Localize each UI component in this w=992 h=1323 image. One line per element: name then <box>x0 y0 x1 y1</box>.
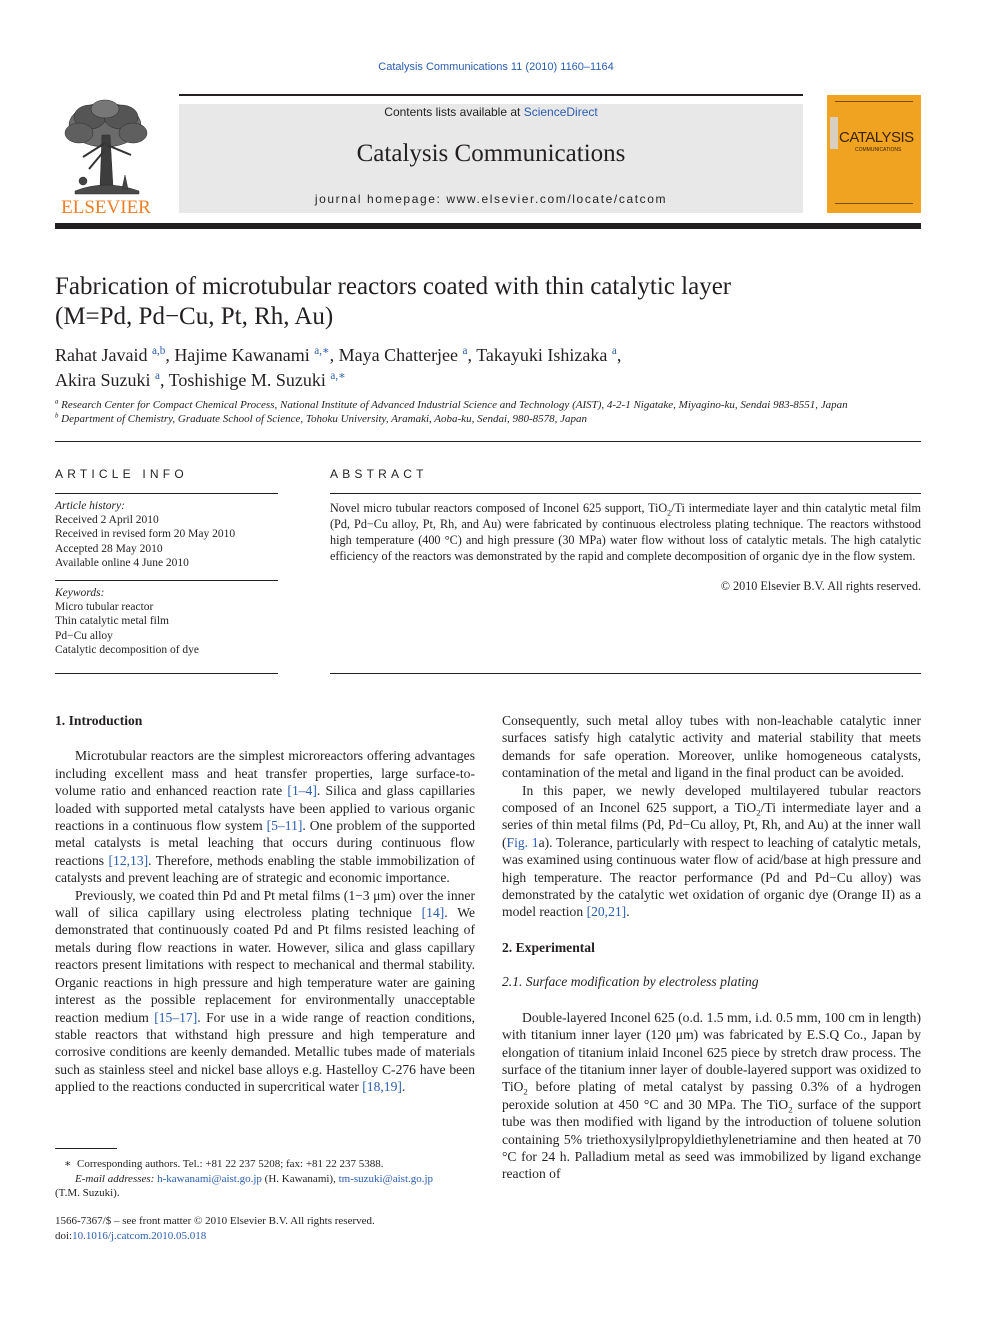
email-owner-line: (T.M. Suzuki). <box>55 1187 120 1199</box>
history-accepted: Accepted 28 May 2010 <box>55 542 163 555</box>
history-online: Available online 4 June 2010 <box>55 556 189 569</box>
text: Microtubular reactors are the simplest microreactors offering advantages including excellent mass and heat transfer properties, large surface-to-volume ratio and enhanced reaction rate <box>55 748 475 799</box>
keywords-rule <box>55 580 278 581</box>
text: . Therefore, methods enabling the stable immobilization of catalysts and prevent leaching are of strategic and economic importance. <box>55 852 475 886</box>
journal-title: Catalysis Communications <box>356 140 626 167</box>
text: . For use in a wide range of reaction conditions, stable reactors that withstand high pressure and high temperature and corrosive conditions are keenly demanded. Metallic tubes made of materials such as stainless steel and nickel base alloys e.g. Hastelloy C-276 have been applied to the reactions conducted in supercritical water <box>55 1009 476 1095</box>
article-info-rule <box>55 493 278 494</box>
copyright: © 2010 Elsevier B.V. All rights reserved. <box>720 579 921 593</box>
affiliation <box>55 399 921 411</box>
publisher-name: ELSEVIER <box>61 197 151 217</box>
abstract-text-part: /Ti intermediate layer and thin catalytic metal film (Pd, Pd−Cu alloy, Pt, Rh, and Au) were fabricated by continuous electroless plating technique. The reactors withstood high temperature (400 °C) and high pressure (30 MPa) water flow without loss of catalytic metals. The high catalytic efficiency of the reactors was demonstrated by the rapid and complete decomposition of organic dye in the flow system. <box>330 501 921 563</box>
email-owner: (H. Kawanami), <box>264 1172 336 1185</box>
subscript: 2 <box>667 508 672 518</box>
subsection-heading: 2.1. Surface modification by electroless plating <box>502 974 759 990</box>
body-right-column <box>502 712 921 1183</box>
doi-label: doi: <box>55 1229 73 1242</box>
text: . We demonstrated that continuously coated Pd and Pt films resisted leaching of metals during flow reactions in water. However, silica and glass capillary reactors present limitations with respect to mechanical and thermal stability. Organic reactions in high pressure and high temperature water are gaining interest as the possible replacement for environmentally unacceptable reaction medium <box>55 905 476 1025</box>
journal-cover <box>827 95 921 213</box>
author-name: Toshishige M. Suzuki <box>168 370 326 390</box>
text: Double-layered Inconel 625 (o.d. 1.5 mm, i.d. 0.5 mm, 100 cm in length) with titanium inner layer (120 μm) was fabricated by E.S.Q Co., Japan by elongation of titanium inlaid Inconel 625 piece by stretch draw process. The surface of the titanium inner layer of double-layered support was oxidized to TiO <box>502 1009 921 1095</box>
subscript: 2 <box>788 1104 793 1115</box>
paragraph: Consequently, such metal alloy tubes with non-leachable catalytic inner surfaces satisfy high catalytic activity and material stability that meets demands for safe operation. Moreover, unlike homogeneous catalysts, contamination of the metal and ligand in the final product can be avoided. <box>502 713 921 781</box>
citation-link[interactable]: [12,13] <box>108 852 149 868</box>
doi-link[interactable]: 10.1016/j.catcom.2010.05.018 <box>72 1229 207 1242</box>
text: Previously, we coated thin Pd and Pt metal films (1−3 μm) over the inner wall of silica capillary using electroless plating technique <box>55 887 475 921</box>
corresponding-author-note <box>55 1157 475 1172</box>
keyword: Thin catalytic metal film <box>55 615 170 628</box>
title-line-2: (M=Pd, Pd−Cu, Pt, Rh, Au) <box>55 303 334 330</box>
body-left-column <box>55 712 475 1096</box>
article-history <box>55 499 278 570</box>
article-info-bottom-rule <box>55 673 278 674</box>
figure-link[interactable]: Fig. 1 <box>506 834 539 850</box>
citation-link[interactable]: [14] <box>421 905 445 921</box>
citation-link[interactable]: [1–4] <box>287 783 317 799</box>
author-affiliation-mark[interactable]: a,∗ <box>330 370 346 382</box>
contents-prefix: Contents lists available at <box>384 105 524 119</box>
history-label: Article history: <box>55 500 125 512</box>
title-line-1: Fabrication of microtubular reactors coated with thin catalytic layer <box>55 273 732 300</box>
author-name: Takayuki Ishizaka <box>476 345 608 365</box>
author-list: Rahat Javaid $^{a,b}$, Hajime Kawanami $^{a,∗}$, Maya Chatterjee $^a$, Takayuki Ishizaka $^a$, Akira Suzuki $^a$, Toshishige M. Suzuki $^{a,∗}$ <box>55 345 622 390</box>
keyword: Catalytic decomposition of dye <box>55 643 200 656</box>
journal-homepage[interactable]: journal homepage: www.elsevier.com/locate/catcom <box>314 192 668 206</box>
cover-bottom-rule <box>835 203 913 204</box>
issn-line: 1566-7367/$ – see front matter © 2010 Elsevier B.V. All rights reserved. <box>55 1215 375 1227</box>
affiliation-text: Department of Chemistry, Graduate School of Science, Tohoku University, Aramaki, Aoba-ku, Sendai, 980-8578, Japan <box>61 413 588 425</box>
affiliation <box>55 413 921 425</box>
text: In this paper, we newly developed multilayered tubular reactors composed of an Inconel 625 support, a TiO <box>502 782 921 816</box>
abstract-text <box>330 500 921 564</box>
author-affiliation-mark[interactable]: a <box>462 345 468 357</box>
paragraph <box>502 782 921 921</box>
subscript: 2 <box>523 1087 528 1098</box>
footnotes <box>55 1157 475 1201</box>
author-affiliation-mark[interactable]: a,∗ <box>314 345 330 357</box>
doi-line <box>55 1229 475 1244</box>
header-rule <box>55 223 921 229</box>
citation-link[interactable]: [18,19] <box>362 1079 402 1095</box>
author-name: Rahat Javaid <box>55 345 148 365</box>
keywords-label: Keywords: <box>55 587 105 599</box>
text: a). Tolerance, particularly with respect to leaching of catalytic metals, was examined using continuous water flow of acid/base at high pressure and high temperature. The reactor performance (Pd and Pd−Cu alloy) was demonstrated by the catalytic wet oxidation of organic dye (Orange II) as a model reaction <box>502 834 921 920</box>
citation-link[interactable]: [15–17] <box>154 1009 198 1025</box>
text: /Ti intermediate layer and a series of thin metal films (Pd, Pd−Cu alloy, Pt, Rh, and Au) at the inner wall ( <box>502 800 921 850</box>
abstract-heading: ABSTRACT <box>330 467 428 481</box>
section-heading-introduction: 1. Introduction <box>55 713 143 728</box>
article-info-heading: ARTICLE INFO <box>55 467 188 481</box>
email-link[interactable]: h-kawanami@aist.go.jp <box>157 1172 262 1185</box>
text: surface of the support tube was then modified with ligand by the introduction of toluene solution containing 5% triethoxysilylpropyldiethylenetriamine and then heated at 70 °C for 24 h. Palladium metal as seed was immobilized by ligand exchange reaction of <box>502 1096 921 1182</box>
elsevier-logo <box>55 95 157 217</box>
cover-subtitle: COMMUNICATIONS <box>855 147 902 153</box>
text: . One problem of the supported metal catalysts is metal leaching that occurs during continuous flow reactions <box>55 818 475 868</box>
keywords <box>55 586 278 657</box>
cover-rule <box>835 101 913 102</box>
cover-image <box>830 117 838 149</box>
text: . <box>626 904 630 920</box>
affiliation-rule <box>55 441 921 442</box>
footnote-text: Corresponding authors. Tel.: +81 22 237 5208; fax: +81 22 237 5388. <box>76 1158 384 1170</box>
affiliation-text: Research Center for Compact Chemical Process, National Institute of Advanced Industrial Science and Technology (AIST), 4-2-1 Nigatake, Miyagino-ku, Sendai 983-8551, Japan <box>61 399 848 411</box>
email-link[interactable]: tm-suzuki@aist.go.jp <box>338 1172 434 1185</box>
text: before plating of metal catalyst by passing 0.3% of a hydrogen peroxide solution at 450 °C and 30 MPa. The TiO <box>502 1079 921 1112</box>
journal-reference[interactable]: Catalysis Communications 11 (2010) 1160–1164 <box>378 61 614 73</box>
article-title <box>55 272 921 332</box>
citation-link[interactable]: [20,21] <box>586 904 627 920</box>
footnote-rule <box>55 1148 117 1149</box>
paragraph <box>55 747 475 886</box>
citation-link[interactable]: [5–11] <box>266 818 303 834</box>
abstract-rule <box>330 493 921 494</box>
affiliation-mark: a <box>55 398 59 406</box>
keyword: Pd−Cu alloy <box>55 629 113 642</box>
paragraph <box>502 1009 921 1183</box>
elsevier-tree-icon <box>55 95 157 217</box>
paragraph <box>55 887 475 1096</box>
abstract-text-part: Novel micro tubular reactors composed of Inconel 625 support, TiO <box>330 501 668 515</box>
author-name: Maya Chatterjee <box>338 345 459 365</box>
publication-info <box>55 1214 475 1243</box>
author-name: Akira Suzuki <box>55 370 151 390</box>
section-heading-experimental: 2. Experimental <box>502 939 595 955</box>
abstract-bottom-rule <box>330 673 921 674</box>
author-name: Hajime Kawanami <box>174 345 310 365</box>
author-affiliation-mark[interactable]: a <box>154 370 160 382</box>
text: . <box>401 1079 406 1095</box>
footnote-mark: ∗ <box>64 1158 72 1170</box>
text: . Silica and glass capillaries loaded with supported metal catalysts have been applied to various organic reactions in a continuous flow system <box>55 783 475 834</box>
contents-line <box>179 105 803 119</box>
cover-title: CATALYSIS <box>839 129 914 146</box>
keyword: Micro tubular reactor <box>55 601 154 614</box>
email-label: E-mail addresses: <box>75 1172 155 1185</box>
history-received: Received 2 April 2010 <box>55 514 159 527</box>
sciencedirect-link[interactable]: ScienceDirect <box>523 105 598 119</box>
author-affiliation-mark[interactable]: a <box>611 345 617 357</box>
author-affiliation-mark[interactable]: a,b <box>151 345 166 357</box>
subscript: 2 <box>756 807 761 818</box>
email-note <box>55 1172 475 1187</box>
history-revised: Received in revised form 20 May 2010 <box>55 528 236 541</box>
affiliation-mark: b <box>55 412 59 420</box>
header-top-rule <box>179 94 803 96</box>
